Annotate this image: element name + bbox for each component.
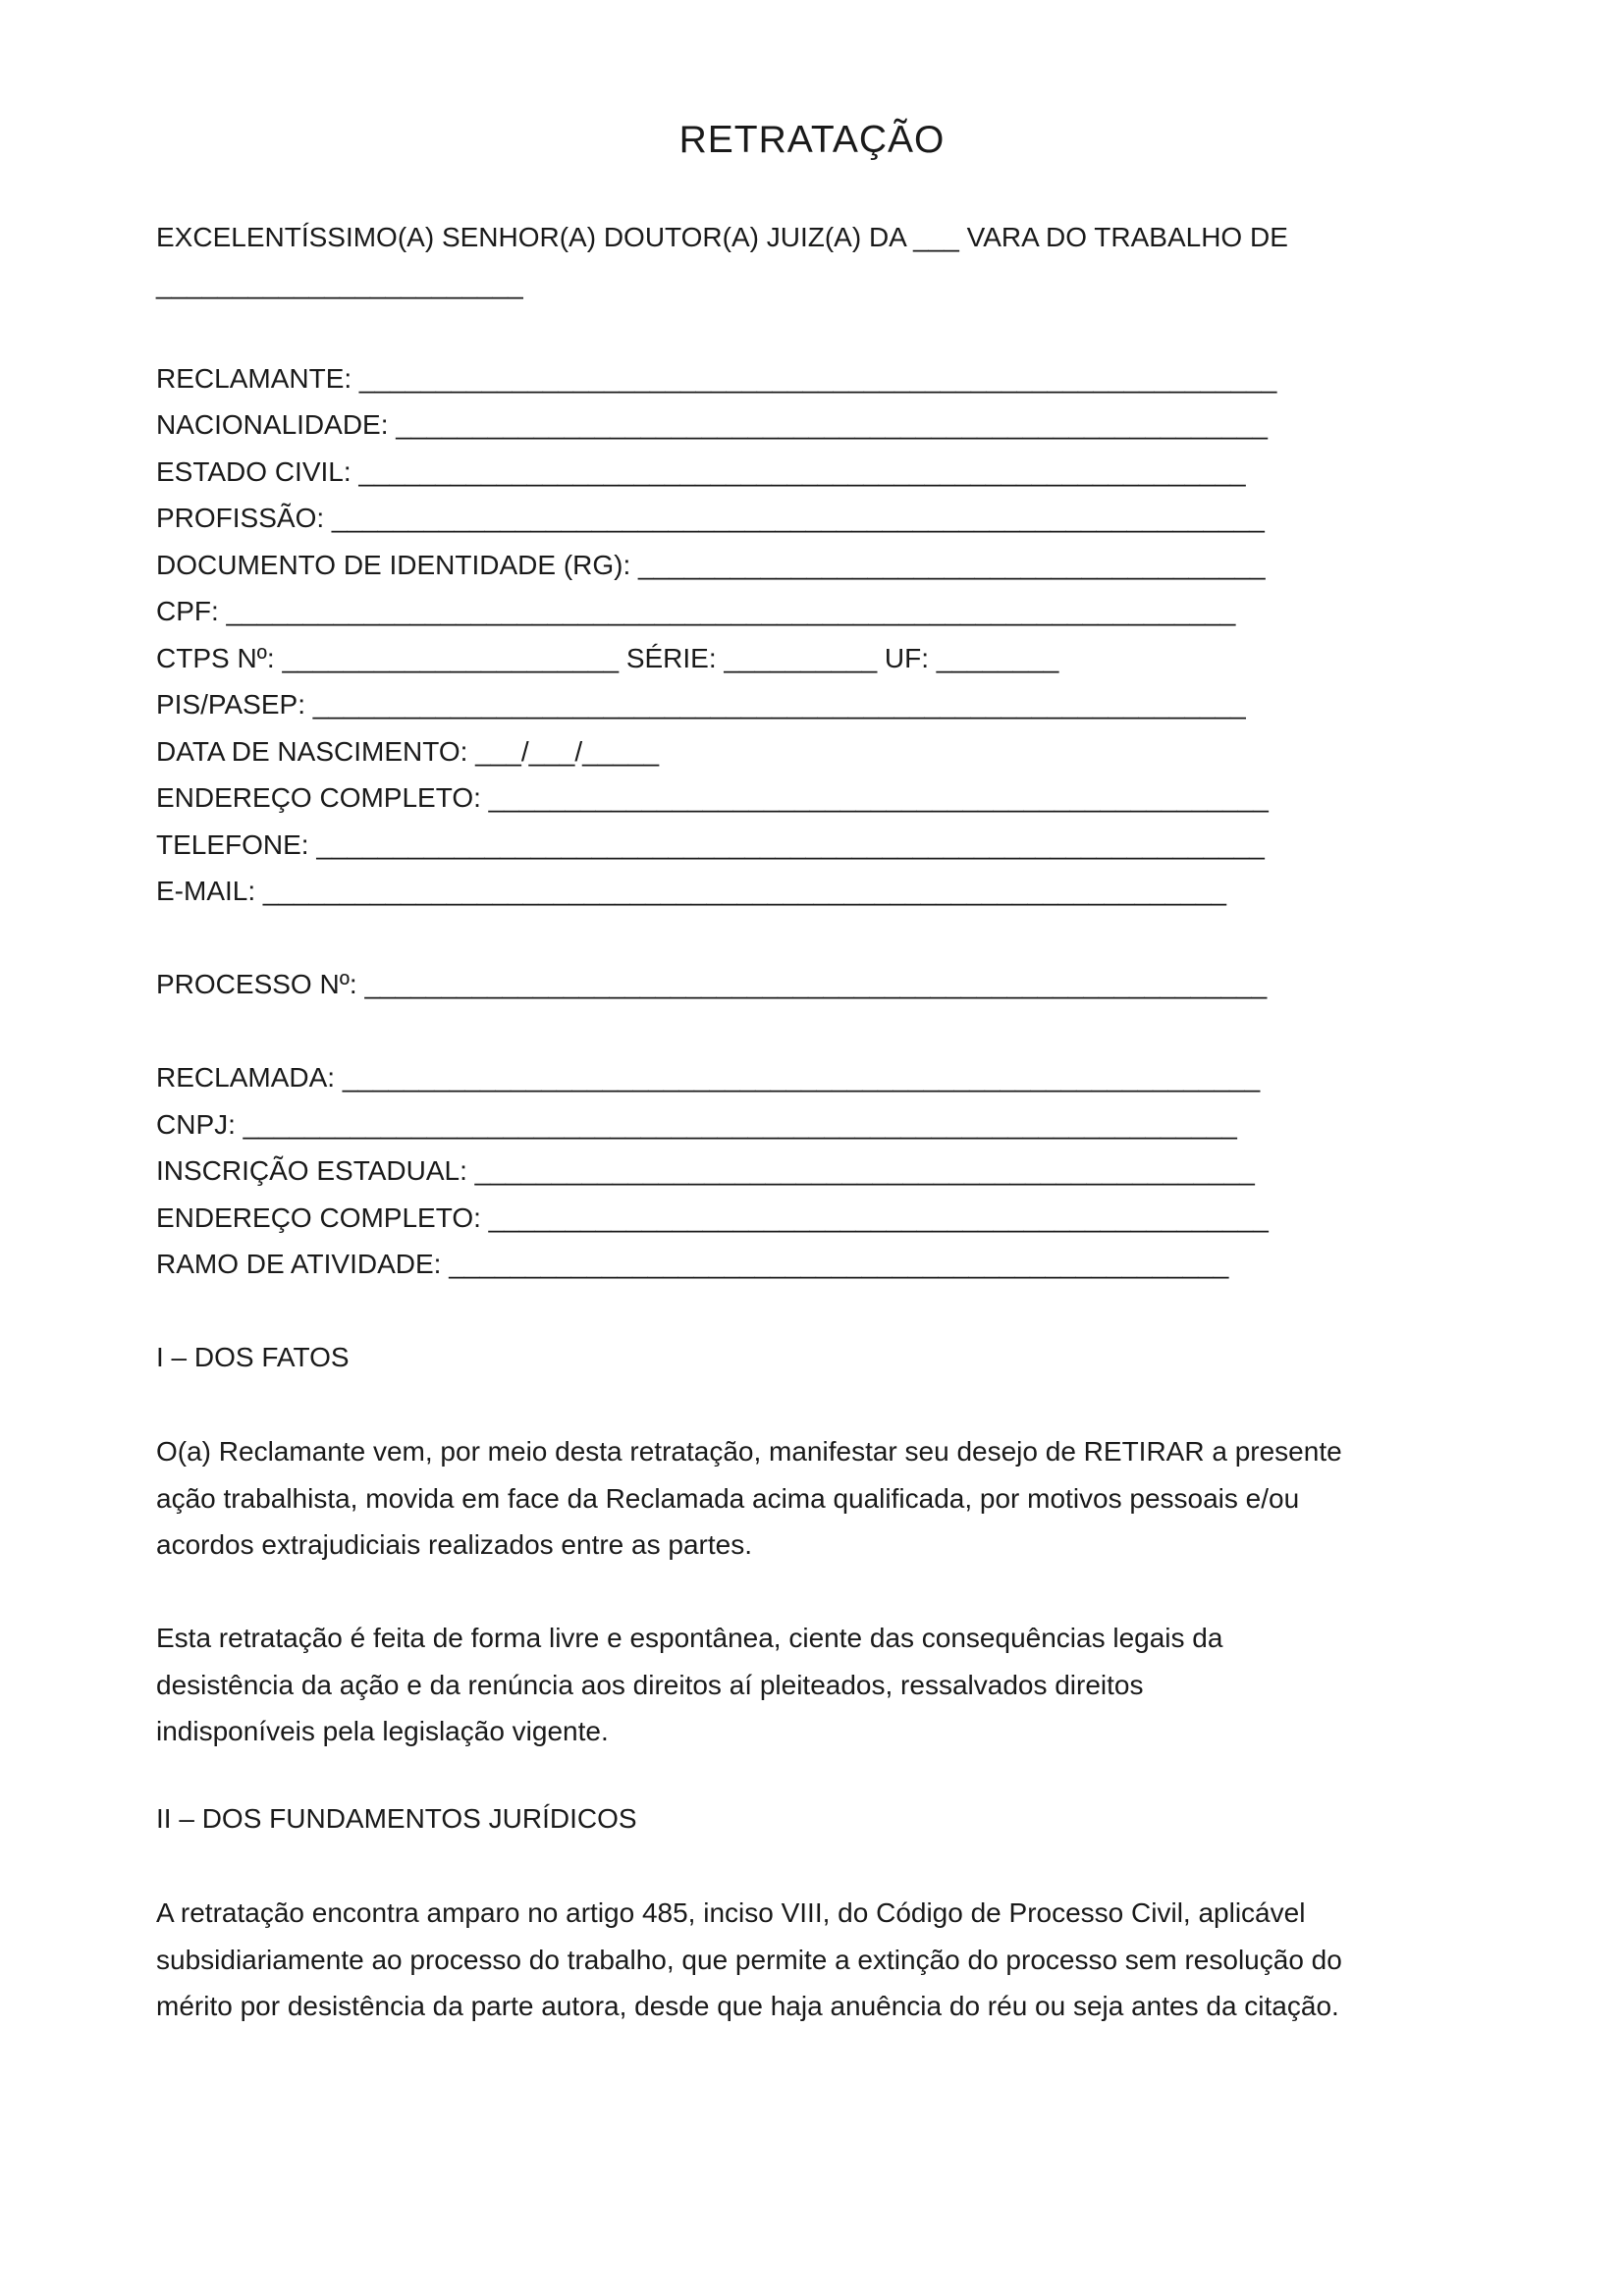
section-heading-fatos: I – DOS FATOS — [156, 1342, 350, 1372]
paragraph-line: mérito por desistência da parte autora, desde que haja anuência do réu ou seja antes da citação. — [156, 1991, 1339, 2021]
field-ramo-atividade: RAMO DE ATIVIDADE: ___________________________________________________ — [156, 1249, 1229, 1279]
paragraph-line: indisponíveis pela legislação vigente. — [156, 1716, 609, 1746]
field-nacionalidade: NACIONALIDADE: _________________________________________________________ — [156, 409, 1268, 440]
field-email: E-MAIL: _______________________________________________________________ — [156, 876, 1226, 906]
paragraph-line: A retratação encontra amparo no artigo 485, inciso VIII, do Código de Processo Civil, aplicável — [156, 1897, 1306, 1928]
paragraph-line: desistência da ação e da renúncia aos direitos aí pleiteados, ressalvados direitos — [156, 1669, 1144, 1700]
paragraph-line: subsidiariamente ao processo do trabalho, que permite a extinção do processo sem resolução do — [156, 1944, 1342, 1975]
field-reclamante: RECLAMANTE: ____________________________________________________________ — [156, 363, 1277, 394]
paragraph-line: Esta retratação é feita de forma livre e espontânea, ciente das consequências legais da — [156, 1623, 1223, 1653]
field-endereco-reclamada: ENDEREÇO COMPLETO: ___________________________________________________ — [156, 1202, 1269, 1233]
addressee-line-2: ________________________ — [156, 269, 523, 299]
paragraph-fatos-2 — [156, 1615, 1383, 1755]
paragraph-fundamentos-1 — [156, 1890, 1383, 2030]
document-title: RETRATAÇÃO — [678, 119, 946, 161]
section-heading-fundamentos: II – DOS FUNDAMENTOS JURÍDICOS — [156, 1803, 637, 1834]
field-cpf: CPF: __________________________________________________________________ — [156, 596, 1236, 626]
field-ctps: CTPS Nº: ______________________ SÉRIE: __________ UF: ________ — [156, 643, 1059, 673]
field-rg: DOCUMENTO DE IDENTIDADE (RG): _________________________________________ — [156, 550, 1266, 580]
field-estado-civil: ESTADO CIVIL: __________________________________________________________ — [156, 456, 1246, 487]
field-data-nascimento: DATA DE NASCIMENTO: ___/___/_____ — [156, 736, 660, 767]
paragraph-line: acordos extrajudiciais realizados entre as partes. — [156, 1529, 752, 1560]
field-processo: PROCESSO Nº: ___________________________________________________________ — [156, 969, 1268, 999]
field-profissao: PROFISSÃO: _____________________________________________________________ — [156, 503, 1265, 533]
field-telefone: TELEFONE: ______________________________________________________________ — [156, 829, 1265, 860]
addressee-line-1: EXCELENTÍSSIMO(A) SENHOR(A) DOUTOR(A) JUIZ(A) DA ___ VARA DO TRABALHO DE — [156, 222, 1288, 252]
field-inscricao-estadual: INSCRIÇÃO ESTADUAL: ___________________________________________________ — [156, 1155, 1255, 1186]
field-reclamada: RECLAMADA: ____________________________________________________________ — [156, 1062, 1261, 1093]
field-pis-pasep: PIS/PASEP: _____________________________________________________________ — [156, 689, 1246, 720]
paragraph-line: O(a) Reclamante vem, por meio desta retratação, manifestar seu desejo de RETIRAR a presente — [156, 1436, 1342, 1467]
field-endereco-reclamante: ENDEREÇO COMPLETO: ___________________________________________________ — [156, 782, 1269, 813]
paragraph-fatos-1 — [156, 1428, 1383, 1569]
paragraph-line: ação trabalhista, movida em face da Reclamada acima qualificada, por motivos pessoais e/ou — [156, 1482, 1300, 1514]
field-cnpj: CNPJ: _________________________________________________________________ — [156, 1109, 1237, 1140]
